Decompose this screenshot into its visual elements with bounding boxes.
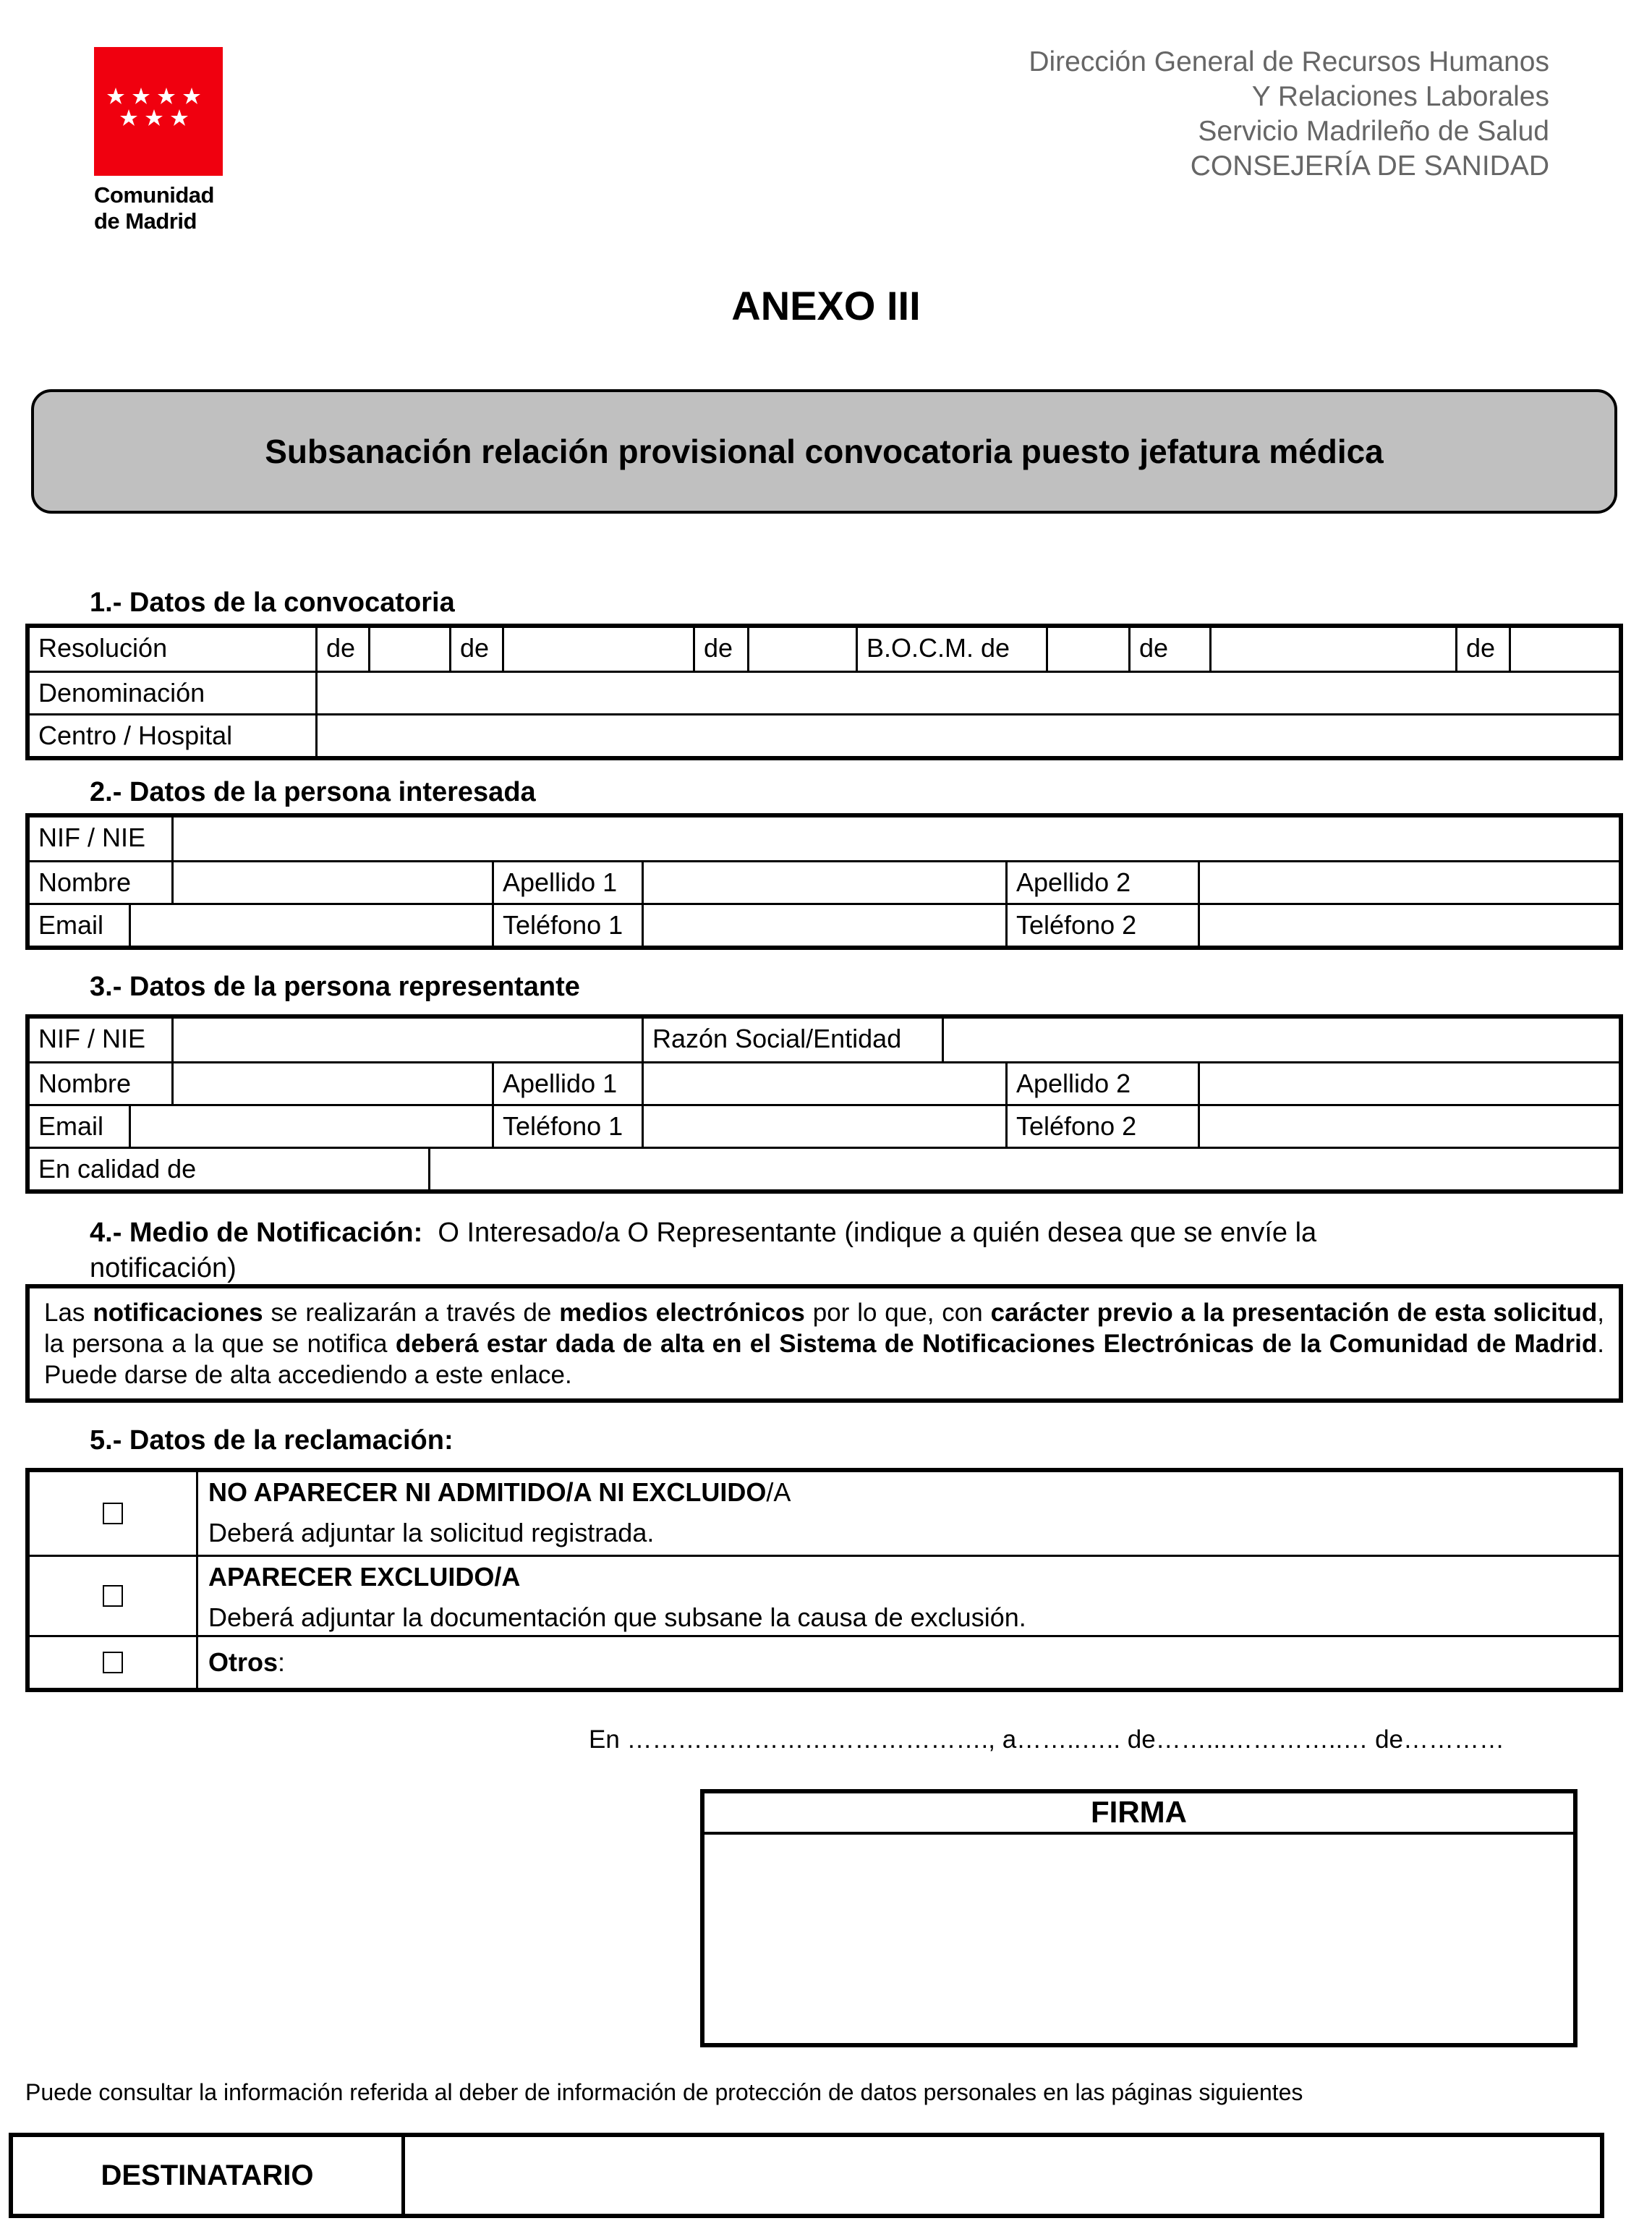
apellido1-label: Apellido 1 — [492, 862, 642, 903]
bocm-day-field[interactable] — [1046, 628, 1128, 671]
email-label: Email — [38, 910, 104, 940]
notice-link-text[interactable]: . Puede darse de alta accediendo a este enlace. — [44, 1330, 1604, 1389]
logo-line-1: Comunidad — [94, 182, 214, 208]
signature-box[interactable] — [700, 1789, 1578, 2047]
apellido1-label: Apellido 1 — [492, 1063, 642, 1104]
centro-label: Centro / Hospital — [38, 721, 233, 750]
apellido2-field[interactable] — [1198, 862, 1619, 903]
resolucion-day-field[interactable] — [368, 628, 449, 671]
form-subtitle: Subsanación relación provisional convocatoria puesto jefatura médica — [265, 433, 1384, 470]
section-4-heading: 4.- Medio de Notificación: — [90, 1218, 423, 1248]
logo-comunidad-madrid — [94, 47, 223, 176]
en-calidad-field[interactable] — [428, 1149, 1619, 1189]
notice-text: por lo que, con — [804, 1299, 991, 1327]
apellido1-field[interactable] — [642, 862, 1005, 903]
telefono1-field[interactable] — [642, 905, 1005, 946]
centro-field[interactable] — [315, 715, 1619, 756]
checkbox-excluido[interactable] — [30, 1557, 198, 1635]
telefono1-field[interactable] — [642, 1106, 1005, 1147]
nombre-label: Nombre — [38, 867, 132, 897]
notification-note: (indique a quién desea que se envíe la notificación) — [90, 1218, 1317, 1283]
telefono2-field[interactable] — [1198, 1106, 1619, 1147]
destinatario-field[interactable] — [405, 2137, 1600, 2214]
notice-text: Las — [44, 1299, 93, 1327]
option-description: Deberá adjuntar la documentación que subsane la causa de exclusión. — [208, 1602, 1026, 1632]
section-3-heading: 3.- Datos de la persona representante — [90, 972, 580, 1002]
telefono2-field[interactable] — [1198, 905, 1619, 946]
telefono2-label: Teléfono 2 — [1005, 905, 1198, 946]
email-field[interactable] — [129, 905, 492, 946]
header-line: CONSEJERÍA DE SANIDAD — [1190, 150, 1549, 182]
option-title-suffix: /A — [766, 1477, 791, 1507]
notice-bold: medios electrónicos — [559, 1299, 805, 1327]
logo-line-2: de Madrid — [94, 208, 197, 234]
representante-table — [25, 1014, 1623, 1194]
resolucion-year-field[interactable] — [747, 628, 856, 671]
radio-interesado[interactable]: O — [438, 1218, 459, 1248]
de-label: de — [449, 628, 502, 671]
bocm-label: B.O.C.M. de — [856, 628, 1046, 671]
nombre-field[interactable] — [171, 1063, 492, 1104]
destinatario-label: DESTINATARIO — [13, 2137, 405, 2214]
data-protection-note: Puede consultar la información referida al deber de información de protección de datos personales en las páginas siguientes — [25, 2079, 1303, 2105]
destinatario-box — [9, 2133, 1604, 2218]
signature-label: FIRMA — [704, 1793, 1573, 1835]
de-label: de — [1128, 628, 1209, 671]
option-title-suffix: : — [278, 1647, 286, 1677]
option-description: Deberá adjuntar la solicitud registrada. — [208, 1518, 655, 1547]
bocm-month-field[interactable] — [1209, 628, 1455, 671]
header-organization — [1029, 45, 1549, 184]
nif-field[interactable] — [171, 817, 1619, 860]
razon-social-label: Razón Social/Entidad — [642, 1019, 942, 1061]
header-line: Servicio Madrileño de Salud — [1198, 116, 1549, 147]
bocm-year-field[interactable] — [1509, 628, 1619, 671]
stars-icon — [107, 88, 210, 134]
section-1-heading: 1.- Datos de la convocatoria — [90, 587, 455, 618]
apellido2-label: Apellido 2 — [1005, 862, 1198, 903]
razon-social-field[interactable] — [942, 1019, 1619, 1061]
option-title: Otros — [208, 1647, 278, 1677]
resolucion-month-field[interactable] — [502, 628, 693, 671]
denominacion-field[interactable] — [315, 673, 1619, 713]
section-2-heading: 2.- Datos de la persona interesada — [90, 777, 536, 807]
header-line: Dirección General de Recursos Humanos — [1029, 46, 1549, 77]
notice-bold: deberá estar dada de alta en el Sistema de Notificaciones Electrónicas de la Comunidad de Madrid — [395, 1330, 1598, 1358]
notice-text: se realizarán a través de — [263, 1299, 560, 1327]
nombre-field[interactable] — [171, 862, 492, 903]
nombre-label: Nombre — [38, 1069, 132, 1098]
radio-representante-label: Representante — [656, 1218, 837, 1248]
radio-interesado-label: Interesado/a — [467, 1218, 620, 1248]
apellido2-field[interactable] — [1198, 1063, 1619, 1104]
telefono2-label: Teléfono 2 — [1005, 1106, 1198, 1147]
section-4 — [90, 1215, 1464, 1286]
logo-text — [94, 182, 214, 234]
checkbox-otros[interactable] — [30, 1637, 198, 1688]
place-date-line[interactable]: En ……………………………………., a……..….. de……...…………..… de………… — [589, 1725, 1504, 1754]
radio-representante[interactable]: O — [627, 1218, 649, 1248]
notice-bold: carácter previo a la presentación de esta solicitud — [990, 1299, 1598, 1327]
convocatoria-table — [25, 624, 1623, 760]
reclamacion-table — [25, 1468, 1623, 1692]
apellido1-field[interactable] — [642, 1063, 1005, 1104]
nif-label: NIF / NIE — [38, 1024, 146, 1053]
de-label: de — [1455, 628, 1509, 671]
header-line: Y Relaciones Laborales — [1251, 81, 1549, 112]
de-label: de — [315, 628, 368, 671]
nif-label: NIF / NIE — [38, 823, 146, 852]
checkbox-no-aparecer[interactable] — [30, 1472, 198, 1555]
option-title: NO APARECER NI ADMITIDO/A NI EXCLUIDO — [208, 1477, 767, 1507]
denominacion-label: Denominación — [38, 678, 205, 708]
option-title: APARECER EXCLUIDO/A — [208, 1562, 521, 1592]
nif-field[interactable] — [171, 1019, 642, 1061]
interesado-table — [25, 813, 1623, 950]
notice-text: , la persona a la que se notifica — [44, 1299, 1605, 1358]
form-subtitle-box — [31, 389, 1617, 514]
de-label: de — [693, 628, 747, 671]
en-calidad-label: En calidad de — [38, 1154, 197, 1184]
notice-bold: notificaciones — [93, 1299, 263, 1327]
apellido2-label: Apellido 2 — [1005, 1063, 1198, 1104]
telefono1-label: Teléfono 1 — [492, 905, 642, 946]
resolucion-label: Resolución — [38, 633, 168, 663]
email-field[interactable] — [129, 1106, 492, 1147]
email-label: Email — [38, 1111, 104, 1141]
notification-notice — [25, 1284, 1623, 1403]
page-title: ANEXO III — [731, 283, 921, 328]
section-5-heading: 5.- Datos de la reclamación: — [90, 1425, 454, 1456]
telefono1-label: Teléfono 1 — [492, 1106, 642, 1147]
